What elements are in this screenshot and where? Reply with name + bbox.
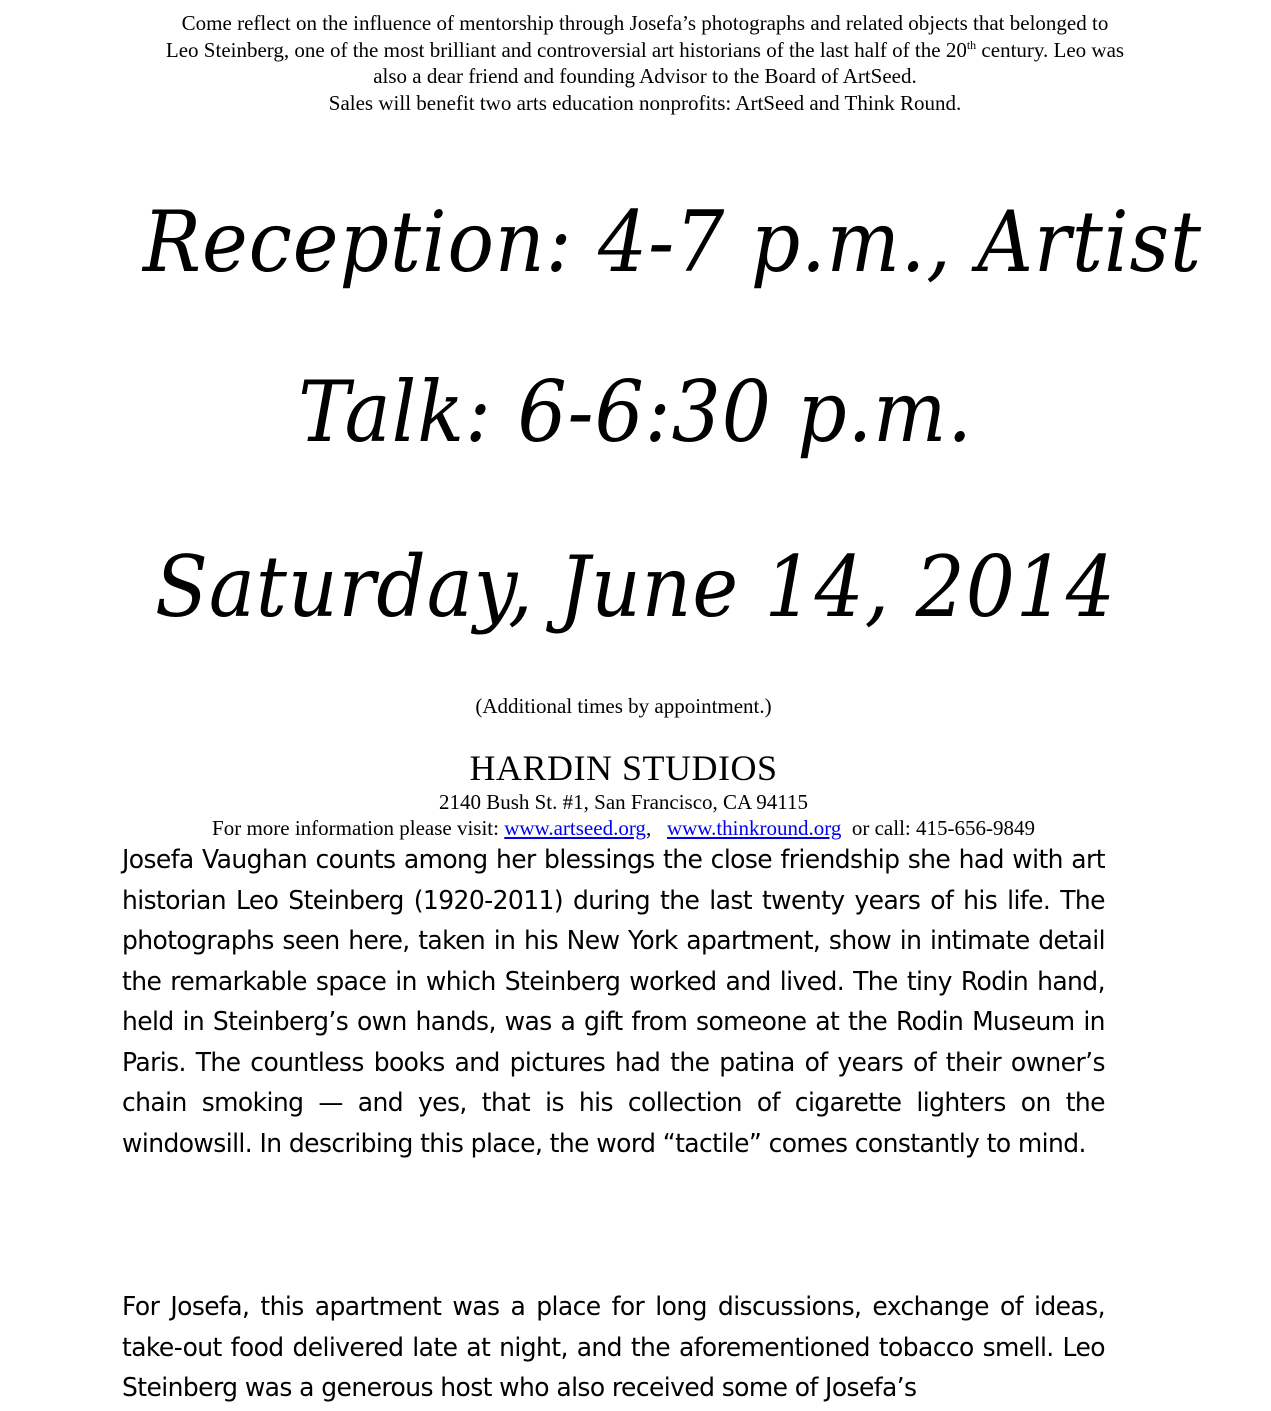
event-date-heading: Saturday, June 14, 2014 xyxy=(155,538,1116,636)
intro-line-1: Come reflect on the influence of mentorship through Josefa’s photographs and related objects that belonged to xyxy=(181,11,1109,35)
intro-text xyxy=(110,10,1180,116)
contact-info xyxy=(0,816,1247,841)
body-paragraph-2: For Josefa, this apartment was a place for long discussions, exchange of ideas, take-out food delivered late at night, and the aforementioned tobacco smell. Leo Steinberg was a generous host who also received some of Josefa’s xyxy=(122,1292,1105,1403)
talk-time-heading: Talk: 6-6:30 p.m. xyxy=(298,363,973,461)
intro-line-4: Sales will benefit two arts education nonprofits: ArtSeed and Think Round. xyxy=(328,90,962,115)
intro-line-2-start: Leo Steinberg, one of the most brilliant and controversial art historians of the last half of the 20 xyxy=(165,37,967,62)
thinkround-link[interactable]: www.thinkround.org xyxy=(666,816,842,840)
intro-line-3: also a dear friend and founding Advisor to the Board of ArtSeed. xyxy=(373,64,917,88)
phone-info: or call: 415-656-9849 xyxy=(841,816,1035,840)
body-paragraph-1: Josefa Vaughan counts among her blessings the close friendship she had with art historian Leo Steinberg (1920-2011) during the last twenty years of his life. The photographs seen here, taken in his New York apartment, show in intimate detail the remarkable space in which Steinberg worked and lived. The tiny Rodin hand, held in Steinberg’s own hands, was a gift from someone at the Rodin Museum in Paris. The countless books and pictures had the patina of years of their owner’s chain smoking — and yes, that is his collection of cigarette lighters on the windowsill. In describing this place, the word “tactile” comes constantly to mind. xyxy=(122,845,1105,1159)
link-separator: , xyxy=(645,816,667,840)
ordinal-superscript: th xyxy=(966,37,977,52)
venue-address: 2140 Bush St. #1, San Francisco, CA 94115 xyxy=(438,790,809,814)
venue-name: HARDIN STUDIOS xyxy=(469,748,778,788)
reception-time-heading: Reception: 4-7 p.m., Artist xyxy=(142,193,1203,291)
intro-line-2 xyxy=(110,37,1180,64)
appointment-note: (Additional times by appointment.) xyxy=(475,694,772,718)
info-prefix: For more information please visit: xyxy=(212,816,505,840)
artseed-link[interactable]: www.artseed.org xyxy=(504,816,646,840)
intro-line-2-end: century. Leo was xyxy=(976,37,1125,62)
